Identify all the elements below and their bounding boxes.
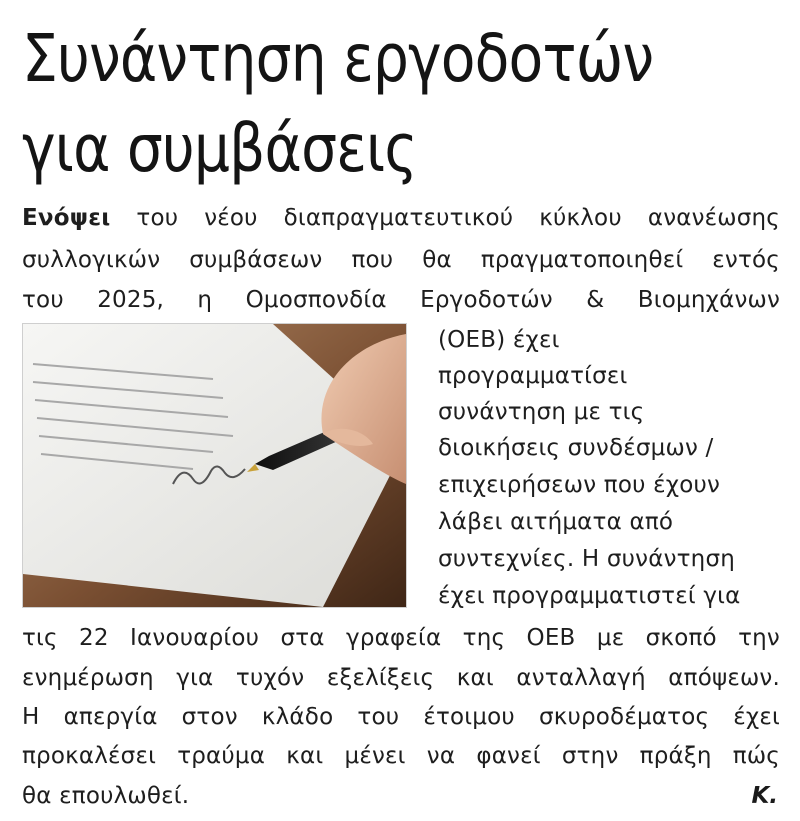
photo-illustration [23,324,406,607]
body-line-15: προκαλέσει τραύμα και μένει να φανεί στην πράξη πώς [22,743,780,769]
body-line-6: συνάντηση με τις [438,399,645,425]
body-line-5: προγραμματίσει [438,363,628,389]
article-photo-signing-document [22,323,407,608]
body-line-16: θα επουλωθεί. [22,783,190,809]
body-line-11: έχει προγραμματιστεί για [438,583,741,609]
body-line-1-text: του νέου διαπραγματευτικού κύκλου ανανέωσης [110,205,780,231]
article-headline [22,14,676,194]
body-line-14: Η απεργία στον κλάδο του έτοιμου σκυροδέματος έχει [22,704,780,730]
body-line-13: ενημέρωση για τυχόν εξελίξεις και ανταλλαγή απόψεων. [22,665,780,691]
body-line-10: συντεχνίες. Η συνάντηση [438,546,736,572]
body-line-12: τις 22 Ιανουαρίου στα γραφεία της ΟΕΒ με σκοπό την [22,625,780,651]
body-line-7: διοικήσεις συνδέσμων / [438,435,714,461]
body-line-8: επιχειρήσεων που έχουν [438,472,721,498]
body-line-1 [22,200,780,236]
lead-word: Ενόψει [22,205,111,231]
headline-line-1: Συνάντηση εργοδοτών [22,20,654,97]
body-line-4: (ΟΕΒ) έχει [438,327,560,353]
author-signature: Κ. [751,783,778,809]
body-line-9: λάβει αιτήματα από [438,509,674,535]
body-line-3: του 2025, η Ομοσπονδία Εργοδοτών & Βιομηχάνων [22,287,780,313]
body-line-2: συλλογικών συμβάσεων που θα πραγματοποιηθεί εντός [22,247,780,273]
headline-line-2: για συμβάσεις [22,110,417,187]
